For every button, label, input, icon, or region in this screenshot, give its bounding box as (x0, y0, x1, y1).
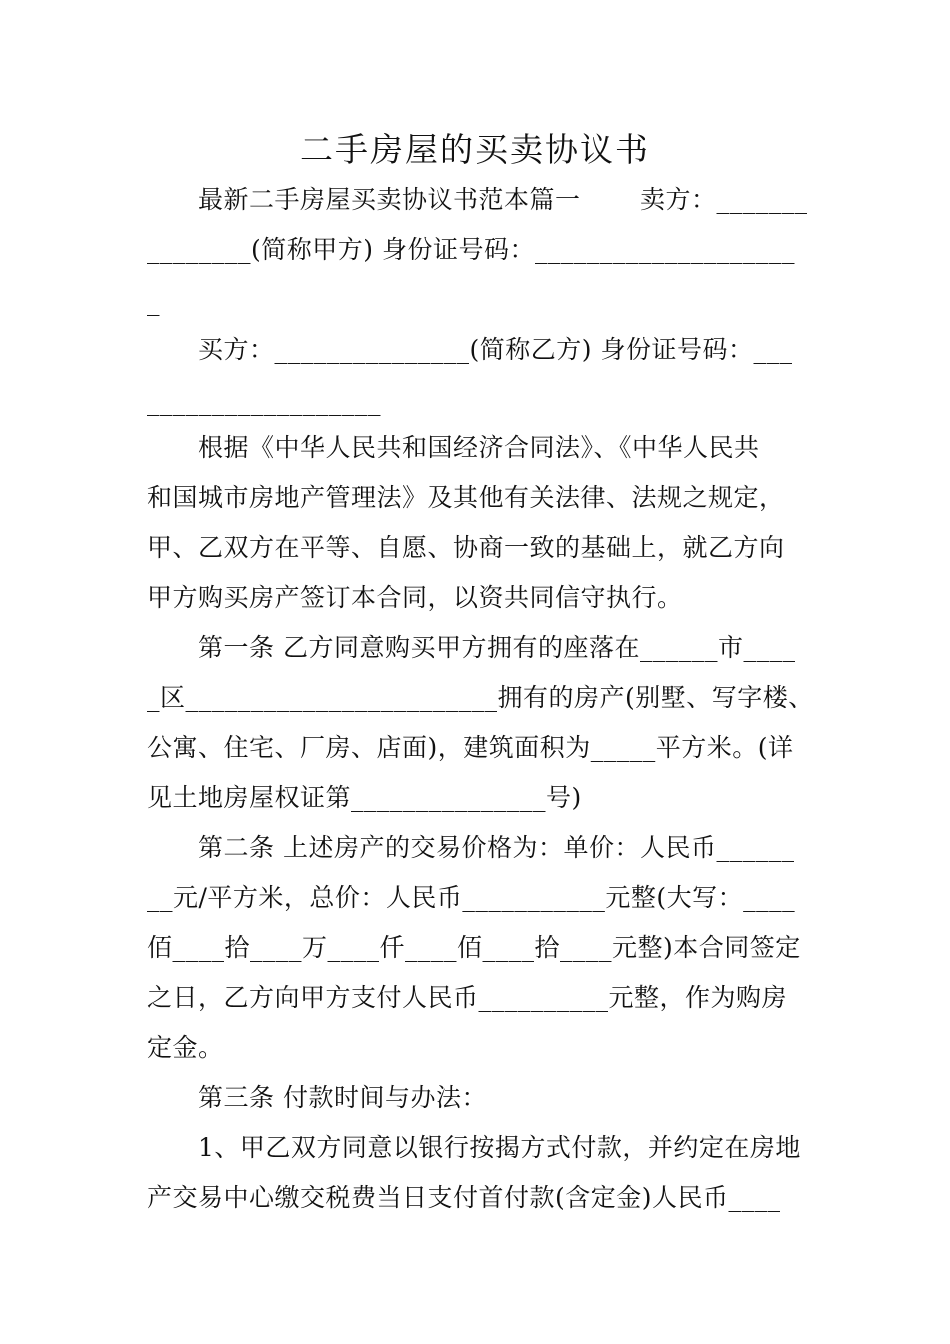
text-line: 产交易中心缴交税费当日支付首付款(含定金)人民币____ (147, 1183, 781, 1212)
text-line: 定金。 (147, 1033, 224, 1062)
text-line: _区________________________拥有的房产(别墅、写字楼、 (147, 683, 814, 712)
text-line: __元/平方米，总价：人民币___________元整(大写：____ (147, 883, 796, 912)
text-line: 甲、乙双方在平等、自愿、协商一致的基础上，就乙方向 (147, 533, 785, 562)
text-line: 甲方购买房产签订本合同，以资共同信守执行。 (147, 583, 683, 612)
text-line: 根据《中华人民共和国经济合同法》、《中华人民共 (147, 433, 760, 462)
text-line: 佰____拾____万____仟____佰____拾____元整)本合同签定 (147, 933, 801, 962)
text-line: __________________ (147, 387, 381, 416)
text-line: ________(简称甲方) 身份证号码：____________________ (147, 235, 795, 264)
text-line: 第三条 付款时间与办法： (147, 1083, 487, 1112)
text-line: 买方：_______________(简称乙方) 身份证号码：___ (147, 335, 793, 364)
text-line: 公寓、住宅、厂房、店面)，建筑面积为_____平方米。(详 (147, 733, 794, 762)
text-line: 1、甲乙双方同意以银行按揭方式付款，并约定在房地 (147, 1133, 801, 1162)
document-title: 二手房屋的买卖协议书 (300, 130, 650, 169)
text-line: 第一条 乙方同意购买甲方拥有的座落在______市____ (147, 633, 796, 662)
text-line: _ (147, 287, 160, 316)
text-line: 和国城市房地产管理法》及其他有关法律、法规之规定， (147, 483, 785, 512)
text-line: 见土地房屋权证第_______________号) (147, 783, 582, 812)
text-line: 最新二手房屋买卖协议书范本篇一 卖方：_______ (147, 185, 808, 214)
text-line: 之日，乙方向甲方支付人民币__________元整，作为购房 (147, 983, 788, 1012)
text-line: 第二条 上述房产的交易价格为：单价：人民币______ (147, 833, 795, 862)
